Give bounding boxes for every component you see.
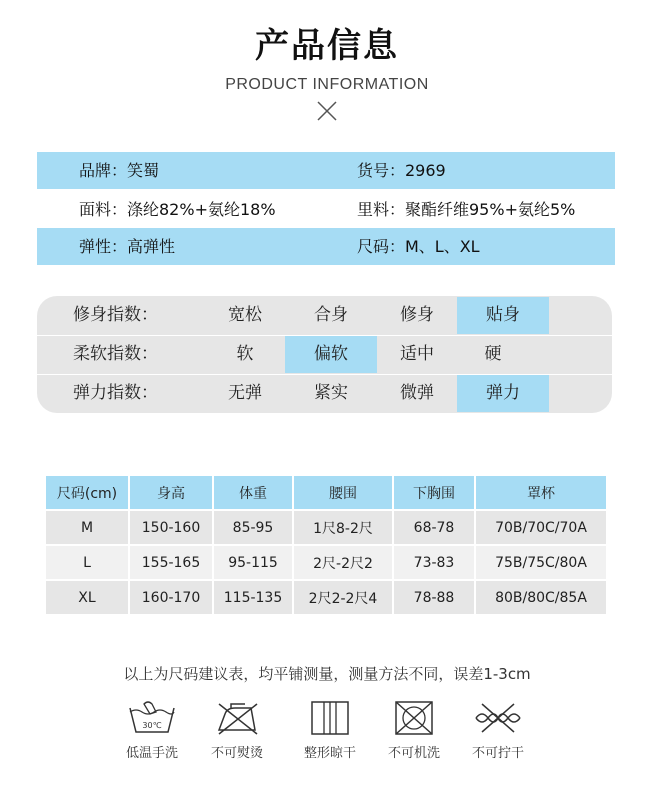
- height-cell: 160-170: [130, 581, 214, 616]
- size-cell: XL: [46, 581, 130, 616]
- weight-cell: 85-95: [214, 511, 294, 546]
- page-subtitle: PRODUCT INFORMATION: [225, 76, 429, 93]
- cup-cell: 75B/75C/80A: [476, 546, 608, 581]
- size-range-value: 尺码：M、L、XL: [357, 237, 480, 256]
- cup-cell: 70B/70C/70A: [476, 511, 608, 546]
- size-note: 以上为尺码建议表，均平铺测量，测量方法不同，误差1-3cm: [123, 665, 531, 683]
- table-row: [46, 511, 608, 546]
- stretch-option-slight: 微弹: [400, 383, 434, 403]
- fit-option-regular: 合身: [314, 305, 348, 325]
- size-cell: M: [46, 511, 130, 546]
- table-row: [46, 546, 608, 581]
- care-label: 不可熨烫: [210, 746, 263, 761]
- stretch-option-stretchy-selected: 弹力: [457, 375, 549, 412]
- index-row-fit: [37, 296, 612, 335]
- care-item-no-iron: [197, 700, 277, 761]
- fit-option-slim: 修身: [400, 305, 434, 325]
- no-wring-icon: [472, 700, 524, 736]
- index-label-softness: 柔软指数：: [73, 344, 158, 364]
- weight-cell: 95-115: [214, 546, 294, 581]
- stretch-option-firm: 紧实: [314, 383, 348, 403]
- underbust-cell: 68-78: [394, 511, 476, 546]
- care-item-hand-wash: [112, 700, 192, 761]
- care-item-no-wring: [458, 700, 538, 761]
- index-label-fit: 修身指数：: [73, 305, 158, 325]
- fabric-value: 面料：涤纶82%+氨纶18%: [79, 200, 276, 219]
- care-label: 不可机洗: [387, 746, 440, 761]
- table-row: [46, 581, 608, 616]
- brand-value: 品牌：笑蜀: [79, 161, 160, 180]
- height-cell: 150-160: [130, 511, 214, 546]
- cup-cell: 80B/80C/85A: [476, 581, 608, 616]
- underbust-cell: 78-88: [394, 581, 476, 616]
- care-item-no-machine-wash: [374, 700, 454, 761]
- waist-cell: 1尺8-2尺: [294, 511, 394, 546]
- weight-cell: 115-135: [214, 581, 294, 616]
- col-header-underbust: 下胸围: [394, 476, 476, 511]
- waist-cell: 2尺-2尺2: [294, 546, 394, 581]
- softness-option-soft: 软: [236, 344, 254, 364]
- col-header-height: 身高: [130, 476, 214, 511]
- care-label: 低温手洗: [125, 746, 178, 761]
- col-header-waist: 腰围: [294, 476, 394, 511]
- underbust-cell: 73-83: [394, 546, 476, 581]
- index-row-softness: [37, 335, 612, 374]
- wash-temp-label: 30℃: [142, 721, 162, 730]
- size-table-header: [46, 476, 608, 511]
- shape-dry-icon: [304, 700, 356, 736]
- size-cell: L: [46, 546, 130, 581]
- elasticity-value: 弹性：高弹性: [79, 237, 176, 256]
- index-row-stretch: [37, 374, 612, 413]
- fit-option-loose: 宽松: [228, 305, 262, 325]
- index-panel: [37, 296, 612, 413]
- care-label: 不可拧干: [471, 746, 524, 761]
- sku-value: 货号：2969: [357, 161, 446, 180]
- col-header-size: 尺码(cm): [46, 476, 130, 511]
- care-item-shape-dry: [290, 700, 370, 761]
- fit-option-tight-selected: 贴身: [457, 297, 549, 334]
- hand-wash-30-icon: [126, 700, 178, 736]
- info-row-elasticity: [37, 228, 615, 265]
- stretch-option-none: 无弹: [228, 383, 262, 403]
- softness-option-hard: 硬: [484, 344, 502, 364]
- no-machine-wash-icon: [388, 700, 440, 736]
- softness-option-fairly-soft-selected: 偏软: [285, 336, 377, 373]
- softness-option-medium: 适中: [400, 344, 434, 364]
- lining-value: 里料：聚酯纤维95%+氨纶5%: [357, 200, 576, 219]
- x-mark-icon: [316, 100, 338, 122]
- waist-cell: 2尺2-2尺4: [294, 581, 394, 616]
- col-header-cup: 罩杯: [476, 476, 608, 511]
- no-iron-icon: [211, 700, 263, 736]
- height-cell: 155-165: [130, 546, 214, 581]
- index-label-stretch: 弹力指数：: [73, 383, 158, 403]
- page-title: 产品信息: [255, 26, 399, 66]
- info-row-fabric: [37, 191, 615, 228]
- col-header-weight: 体重: [214, 476, 294, 511]
- size-table: [46, 476, 608, 616]
- care-label: 整形晾干: [303, 746, 356, 761]
- info-row-brand: [37, 152, 615, 189]
